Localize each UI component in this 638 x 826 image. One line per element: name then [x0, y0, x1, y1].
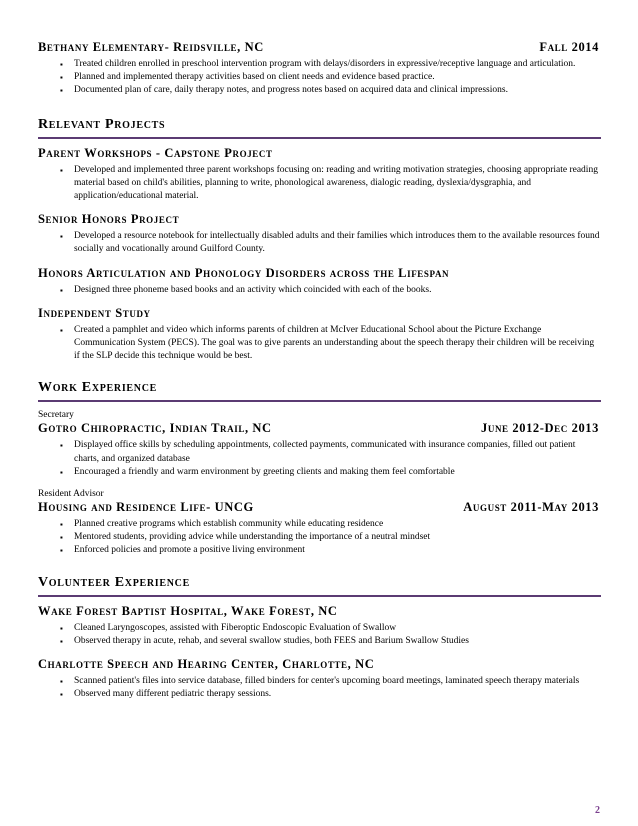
entry-title: Honors Articulation and Phonology Disorders across the Lifespan — [38, 265, 450, 280]
entry-header — [38, 604, 601, 619]
bullet-list — [38, 284, 601, 297]
bullet-list — [38, 518, 601, 558]
bullet-icon: ▪ — [60, 325, 63, 335]
entry-title: Bethany Elementary- Reidsville, NC — [38, 40, 264, 54]
list-item: ▪ Encouraged a friendly and warm environment by greeting clients and making them feel comfortable — [38, 466, 601, 479]
list-item: ▪ Cleaned Laryngoscopes, assisted with Fiberoptic Endoscopic Evaluation of Swallow — [38, 622, 601, 635]
entry-title: Parent Workshops - Capstone Project — [38, 145, 273, 160]
list-item: ▪ Designed three phoneme based books and an activity which coincided with each of the books. — [38, 284, 601, 297]
bullet-list — [38, 58, 601, 98]
entry-title: Wake Forest Baptist Hospital, Wake Forest, NC — [38, 603, 338, 618]
list-item: ▪ Mentored students, providing advice while understanding the importance of a neutral mindset — [38, 531, 601, 544]
entry-title: Housing and Residence Life- UNCG — [38, 500, 254, 515]
entry-date: June 2012-Dec 2013 — [481, 421, 599, 436]
bullet-icon: ▪ — [60, 232, 63, 242]
list-item: ▪ Treated children enrolled in preschool intervention program with delays/disorders in expressive/receptive language and articulation. — [38, 58, 601, 71]
page-number: 2 — [595, 805, 600, 816]
bullet-icon: ▪ — [60, 285, 63, 295]
entry-header — [38, 421, 601, 436]
entry-title: Charlotte Speech and Hearing Center, Charlotte, NC — [38, 657, 375, 672]
entry-role: Resident Advisor — [38, 489, 104, 500]
list-item: ▪ Observed therapy in acute, rehab, and several swallow studies, both FEES and Barium Swallow Studies — [38, 635, 601, 648]
section-relevant-projects — [38, 116, 601, 364]
bullet-icon: ▪ — [60, 165, 63, 175]
bullet-icon: ▪ — [60, 623, 63, 633]
list-item: ▪ Observed many different pediatric therapy sessions. — [38, 688, 601, 701]
bullet-icon: ▪ — [60, 677, 63, 687]
bullet-list — [38, 439, 601, 479]
entry-header — [38, 657, 601, 672]
bullet-icon: ▪ — [60, 546, 63, 556]
entry-header — [38, 212, 601, 227]
entry-bethany-elementary — [38, 40, 601, 98]
bullet-icon: ▪ — [60, 73, 63, 83]
section-title: Work Experience — [38, 379, 601, 402]
list-item: ▪ Documented plan of care, daily therapy notes, and progress notes based on acquired data and clinical impressions. — [38, 84, 601, 97]
entry-title: Independent Study — [38, 305, 151, 320]
bullet-icon: ▪ — [60, 441, 63, 451]
entry-housing-residence-life — [38, 488, 601, 558]
entry-header — [38, 500, 601, 515]
bullet-icon: ▪ — [60, 520, 63, 530]
bullet-list — [38, 622, 601, 648]
entry-title: Gotro Chiropractic, Indian Trail, NC — [38, 421, 272, 436]
entry-header — [38, 266, 601, 281]
entry-honors-articulation — [38, 266, 601, 297]
entry-header — [38, 306, 601, 321]
entry-parent-workshops — [38, 146, 601, 204]
list-item: ▪ Created a pamphlet and video which informs parents of children at McIver Educational School about the Picture Exchange Communication System (PECS). The goal was to give parents an understanding about the speech therapy their children will be receiving if the SLP decide this technique would be best. — [60, 324, 595, 362]
bullet-list — [38, 324, 601, 364]
entry-charlotte-speech-center — [38, 657, 601, 701]
list-item: ▪ Developed and implemented three parent workshops focusing on: reading and writing motivation strategies, choosing appropriate reading material based on child's abilities, planning to write, phonological awareness, dialogic reading, dyslexia/dysgraphia, and application/educational material. — [60, 164, 598, 202]
entry-header — [38, 40, 601, 55]
section-title: Relevant Projects — [38, 116, 601, 139]
bullet-list — [38, 164, 601, 204]
list-item: ▪ Planned creative programs which establish community while educating residence — [38, 518, 601, 531]
entry-independent-study — [38, 306, 601, 364]
entry-header — [38, 146, 601, 161]
bullet-icon: ▪ — [60, 467, 63, 477]
entry-senior-honors — [38, 212, 601, 256]
entry-date: Fall 2014 — [539, 40, 599, 54]
bullet-icon: ▪ — [60, 533, 63, 543]
bullet-icon: ▪ — [60, 86, 63, 96]
entry-wake-forest-hospital — [38, 604, 601, 648]
list-item: ▪ Planned and implemented therapy activities based on client needs and evidence based practice. — [38, 71, 601, 84]
section-title: Volunteer Experience — [38, 574, 601, 597]
list-item: ▪ Enforced policies and promote a positive living environment — [38, 544, 601, 557]
section-volunteer-experience — [38, 574, 601, 702]
bullet-icon: ▪ — [60, 60, 63, 69]
entry-date: August 2011-May 2013 — [463, 500, 599, 515]
entry-role: Secretary — [38, 410, 74, 421]
bullet-list — [38, 675, 601, 701]
bullet-icon: ▪ — [60, 690, 63, 700]
bullet-list — [38, 230, 601, 256]
bullet-icon: ▪ — [60, 636, 63, 646]
list-item: ▪ Scanned patient's files into service database, filled binders for center's upcoming board meetings, laminated speech therapy materials — [38, 675, 601, 688]
entry-title: Senior Honors Project — [38, 212, 180, 227]
resume-page — [38, 40, 601, 701]
list-item: ▪ Developed a resource notebook for intellectually disabled adults and their families which introduces them to the available resources found socially and vocationally around Guilford County. — [60, 231, 600, 255]
entry-gotro-chiropractic — [38, 409, 601, 479]
list-item: ▪ Displayed office skills by scheduling appointments, collected payments, communicated with insurance companies, filled out patient charts, and organized database — [60, 440, 576, 464]
section-work-experience — [38, 379, 601, 557]
